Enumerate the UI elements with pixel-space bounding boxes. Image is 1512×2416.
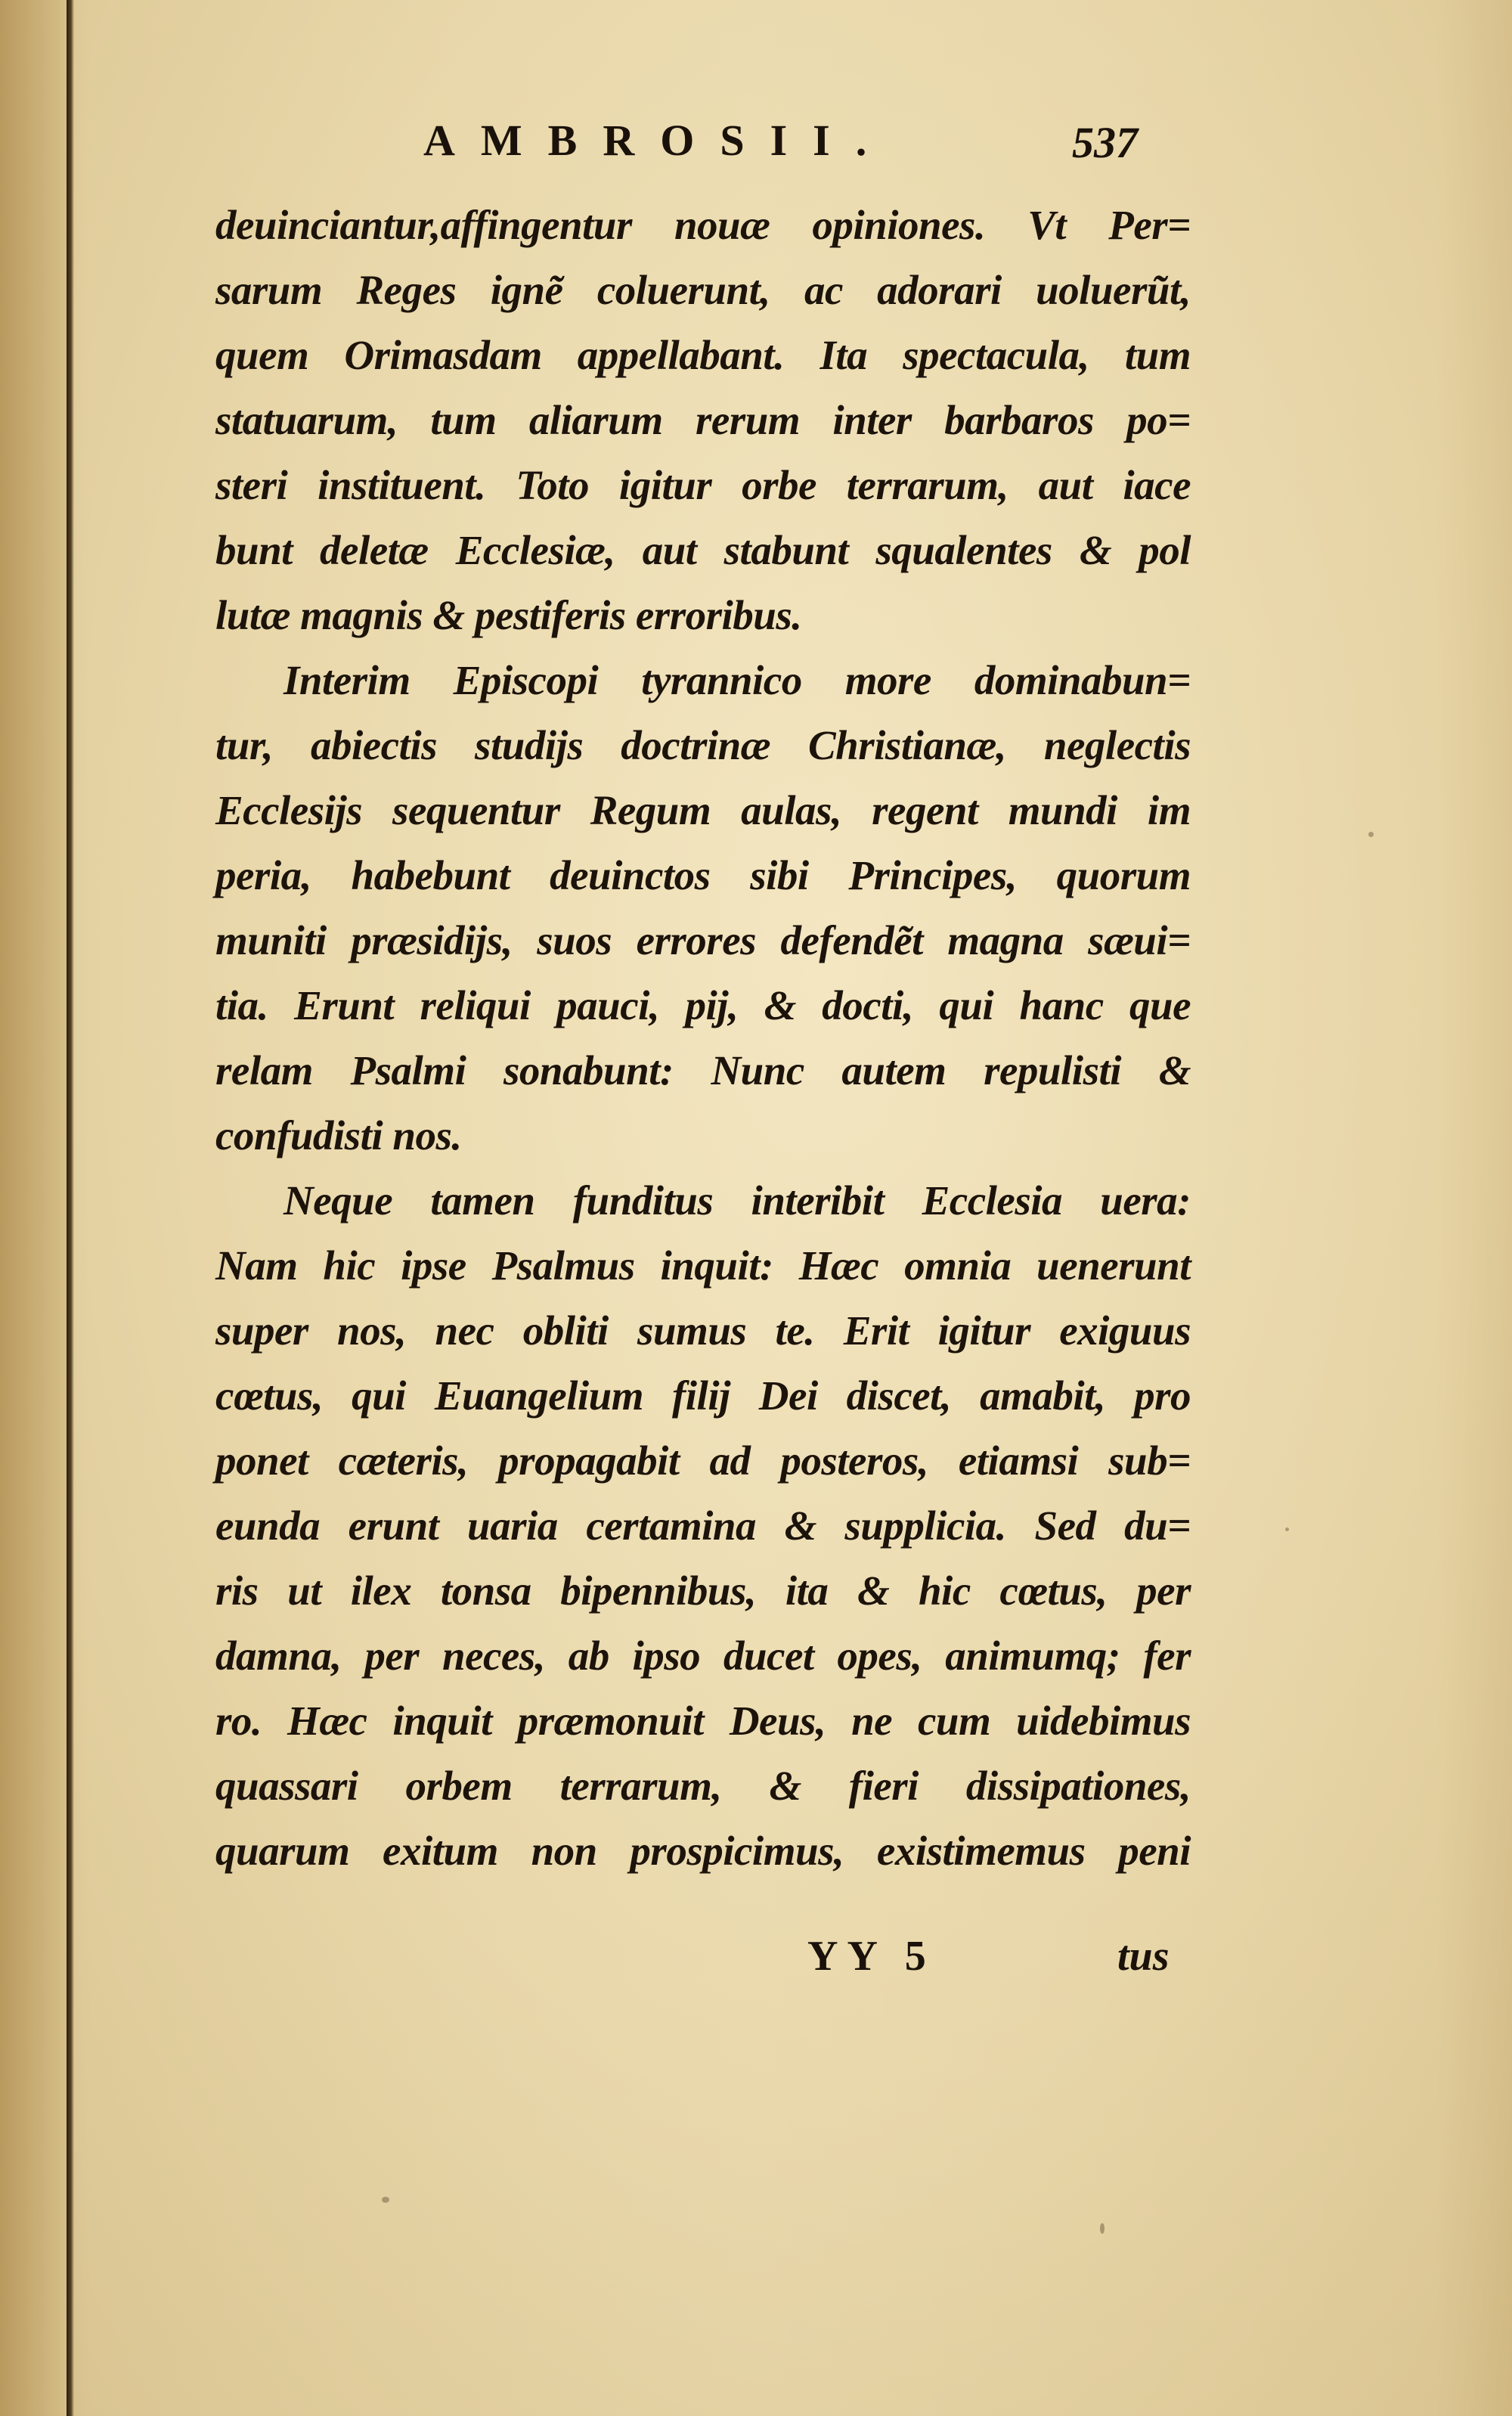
catchword: tus — [1117, 1933, 1170, 1980]
text-line: ponet cæteris, propagabit ad posteros, etiamsi sub= — [215, 1438, 1191, 1484]
text-line: lutæ magnis & pestiferis erroribus. — [215, 592, 802, 638]
text-line: quassari orbem terrarum, & fieri dissipationes, — [215, 1763, 1191, 1809]
text-line: quem Orimasdam appellabant. Ita spectacula, tum — [215, 332, 1191, 378]
text-line: relam Psalmi sonabunt: Nunc autem repulisti & — [215, 1047, 1191, 1093]
binding-edge — [67, 0, 74, 2416]
text-line: ris ut ilex tonsa bipennibus, ita & hic cœtus, per — [215, 1568, 1191, 1614]
text-line: statuarum, tum aliarum rerum inter barbaros po= — [215, 397, 1191, 443]
text-line: tur, abiectis studijs doctrinæ Christianæ, neglectis — [215, 722, 1191, 768]
text-line: steri instituent. Toto igitur orbe terrarum, aut iace — [215, 462, 1191, 508]
paragraph-start-line: Neque tamen funditus interibit Ecclesia uera: — [284, 1177, 1191, 1224]
paper-speck — [382, 2197, 389, 2203]
text-line: Ecclesijs sequentur Regum aulas, regent mundi im — [215, 787, 1191, 833]
paper-speck — [1100, 2223, 1105, 2234]
page-number: 537 — [1072, 118, 1138, 167]
text-line: damna, per neces, ab ipso ducet opes, animumq; fer — [215, 1633, 1191, 1679]
text-line: tia. Erunt reliqui pauci, pij, & docti, qui hanc que — [215, 982, 1191, 1028]
text-line: Nam hic ipse Psalmus inquit: Hæc omnia uenerunt — [215, 1242, 1191, 1289]
paper-speck — [1368, 832, 1374, 837]
text-line: sarum Reges ignẽ coluerunt, ac adorari uoluerũt, — [215, 267, 1191, 313]
text-line: quarum exitum non prospicimus, existimemus peni — [215, 1828, 1191, 1874]
paragraph-start-line: Interim Episcopi tyrannico more dominabun= — [284, 657, 1191, 703]
gutter-shadow — [0, 0, 67, 2416]
text-line: peria, habebunt deuinctos sibi Principes, quorum — [215, 852, 1191, 898]
text-line: eunda erunt uaria certamina & supplicia. Sed du= — [215, 1503, 1191, 1549]
text-line: deuinciantur,affingentur nouæ opiniones. Vt Per= — [215, 202, 1191, 248]
text-line: confudisti nos. — [215, 1112, 462, 1158]
signature-mark: YY 5 — [807, 1933, 935, 1980]
paper-speck — [1285, 1527, 1289, 1531]
running-head: AMBROSII. — [423, 116, 893, 165]
text-block — [215, 193, 1191, 1884]
text-line: super nos, nec obliti sumus te. Erit igitur exiguus — [215, 1307, 1191, 1354]
text-line: ro. Hæc inquit præmonuit Deus, ne cum uidebimus — [215, 1698, 1191, 1744]
text-line: muniti præsidijs, suos errores defendẽt magna sæui= — [215, 917, 1191, 963]
text-line: bunt deletæ Ecclesiæ, aut stabunt squalentes & pol — [215, 527, 1191, 573]
text-line: cœtus, qui Euangelium filij Dei discet, amabit, pro — [215, 1372, 1191, 1419]
